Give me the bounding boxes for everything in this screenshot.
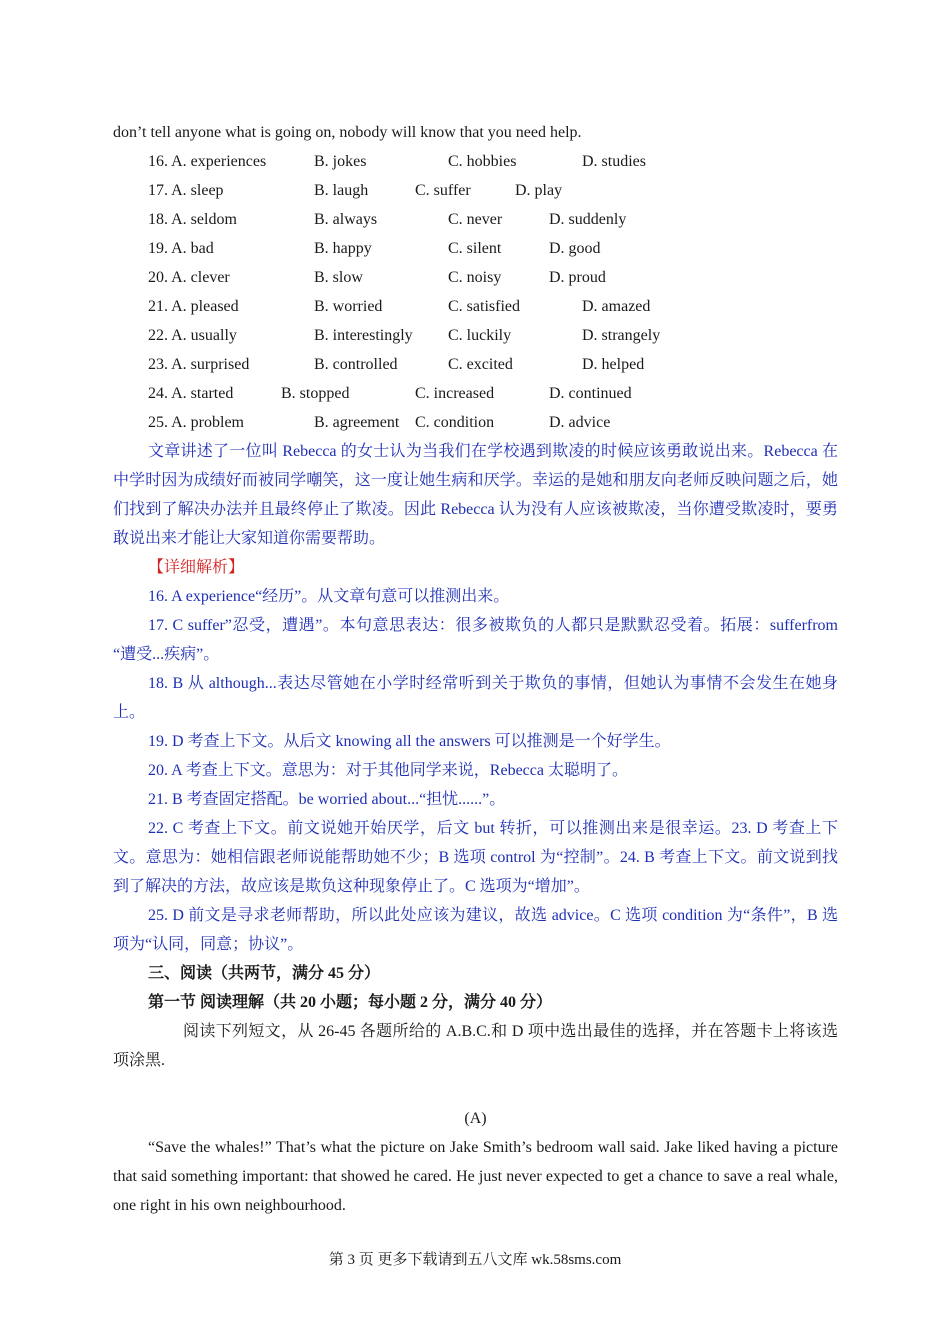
option-d: D. suddenly xyxy=(549,211,627,228)
passage-text: “Save the whales!” That’s what the picture on Jake Smith’s bedroom wall said. Jake liked having a picture that said something important: that showed he cared. He just never expected to get a chance to save a real whale, one right in his own neighbourhood. xyxy=(113,1139,838,1214)
option-a: 22. A. usually xyxy=(148,327,237,344)
option-d: D. continued xyxy=(549,385,632,402)
analysis-item: 20. A 考查上下文。意思为：对于其他同学来说，Rebecca 太聪明了。 xyxy=(148,762,628,779)
option-d: D. studies xyxy=(582,153,646,170)
option-b: B. slow xyxy=(314,269,363,286)
analysis-heading: 【详细解析】 xyxy=(148,559,245,576)
option-a: 23. A. surprised xyxy=(148,356,250,373)
section-title: 三、阅读（共两节，满分 45 分） xyxy=(148,965,381,982)
option-b: B. controlled xyxy=(314,356,398,373)
option-d: D. advice xyxy=(549,414,611,431)
option-row xyxy=(113,321,838,350)
option-b: B. happy xyxy=(314,240,372,257)
analysis-item: 17. C suffer”忍受，遭遇”。本句意思表达：很多被欺负的人都只是默默忍受着。拓展：sufferfrom “遭受...疾病”。 xyxy=(113,617,838,663)
option-row xyxy=(113,205,838,234)
passage-label: (A) xyxy=(464,1110,487,1127)
analysis-item: 25. D 前文是寻求老师帮助，所以此处应该为建议，故选 advice。C 选项 condition 为“条件”，B 选项为“认同，同意；协议”。 xyxy=(113,907,838,953)
option-d: D. strangely xyxy=(582,327,661,344)
option-row xyxy=(113,147,838,176)
option-b: B. interestingly xyxy=(314,327,413,344)
option-row xyxy=(113,292,838,321)
option-a: 17. A. sleep xyxy=(148,182,224,199)
article-summary: 文章讲述了一位叫 Rebecca 的女士认为当我们在学校遇到欺凌的时候应该勇敢说出来。Rebecca 在中学时因为成绩好而被同学嘲笑，这一度让她生病和厌学。幸运的是她和朋友向老师反映问题之后，她们找到了解决办法并且最终停止了欺凌。因此 Rebecca 认为没有人应该被欺凌，当你遭受欺凌时，要勇敢说出来才能让大家知道你需要帮助。 xyxy=(113,443,838,547)
option-d: D. proud xyxy=(549,269,606,286)
option-a: 19. A. bad xyxy=(148,240,214,257)
option-c: C. condition xyxy=(415,414,495,431)
option-c: C. suffer xyxy=(415,182,471,199)
options-list xyxy=(113,147,838,437)
option-d: D. good xyxy=(549,240,601,257)
option-d: D. helped xyxy=(582,356,645,373)
option-b: B. stopped xyxy=(281,385,350,402)
analysis-item: 18. B 从 although...表达尽管她在小学时经常听到关于欺负的事情，但她认为事情不会发生在她身上。 xyxy=(113,675,838,721)
option-a: 16. A. experiences xyxy=(148,153,267,170)
option-a: 24. A. started xyxy=(148,385,234,402)
document-page xyxy=(113,118,838,1220)
option-c: C. never xyxy=(448,211,503,228)
option-b: B. agreement xyxy=(314,414,400,431)
option-row xyxy=(113,408,838,437)
option-row xyxy=(113,234,838,263)
option-b: B. laugh xyxy=(314,182,369,199)
option-c: C. hobbies xyxy=(448,153,517,170)
option-row xyxy=(113,350,838,379)
option-a: 25. A. problem xyxy=(148,414,244,431)
option-d: D. play xyxy=(515,182,563,199)
option-c: C. increased xyxy=(415,385,495,402)
intro-tail: don’t tell anyone what is going on, nobody will know that you need help. xyxy=(113,124,582,141)
option-row xyxy=(113,176,838,205)
option-row xyxy=(113,263,838,292)
option-c: C. silent xyxy=(448,240,502,257)
option-d: D. amazed xyxy=(582,298,651,315)
option-b: B. worried xyxy=(314,298,383,315)
option-c: C. satisfied xyxy=(448,298,520,315)
option-c: C. excited xyxy=(448,356,513,373)
option-a: 21. A. pleased xyxy=(148,298,239,315)
option-a: 20. A. clever xyxy=(148,269,230,286)
option-b: B. jokes xyxy=(314,153,367,170)
option-c: C. luckily xyxy=(448,327,512,344)
option-a: 18. A. seldom xyxy=(148,211,237,228)
option-c: C. noisy xyxy=(448,269,502,286)
option-b: B. always xyxy=(314,211,378,228)
option-row xyxy=(113,379,838,408)
analysis-item: 16. A experience“经历”。从文章句意可以推测出来。 xyxy=(148,588,510,605)
instructions: 阅读下列短文，从 26-45 各题所给的 A.B.C.和 D 项中选出最佳的选择，并在答题卡上将该选项涂黑. xyxy=(113,1023,838,1069)
subsection-title: 第一节 阅读理解（共 20 小题；每小题 2 分，满分 40 分） xyxy=(148,994,553,1011)
analysis-item: 21. B 考查固定搭配。be worried about...“担忧......”。 xyxy=(148,791,506,808)
analysis-item: 22. C 考查上下文。前文说她开始厌学，后文 but 转折，可以推测出来是很幸运。23. D 考查上下文。意思为：她相信跟老师说能帮助她不少；B 选项 control 为“控制”。24. B 考查上下文。前文说到找到了解决的方法，故应该是欺负这种现象停止了。C 选项为“增加”。 xyxy=(113,820,838,895)
analysis-item: 19. D 考查上下文。从后文 knowing all the answers 可以推测是一个好学生。 xyxy=(148,733,671,750)
analysis-list xyxy=(113,582,838,959)
spacer xyxy=(113,1075,838,1104)
page-footer: 第 3 页 更多下载请到五八文库 wk.58sms.com xyxy=(328,1252,622,1268)
